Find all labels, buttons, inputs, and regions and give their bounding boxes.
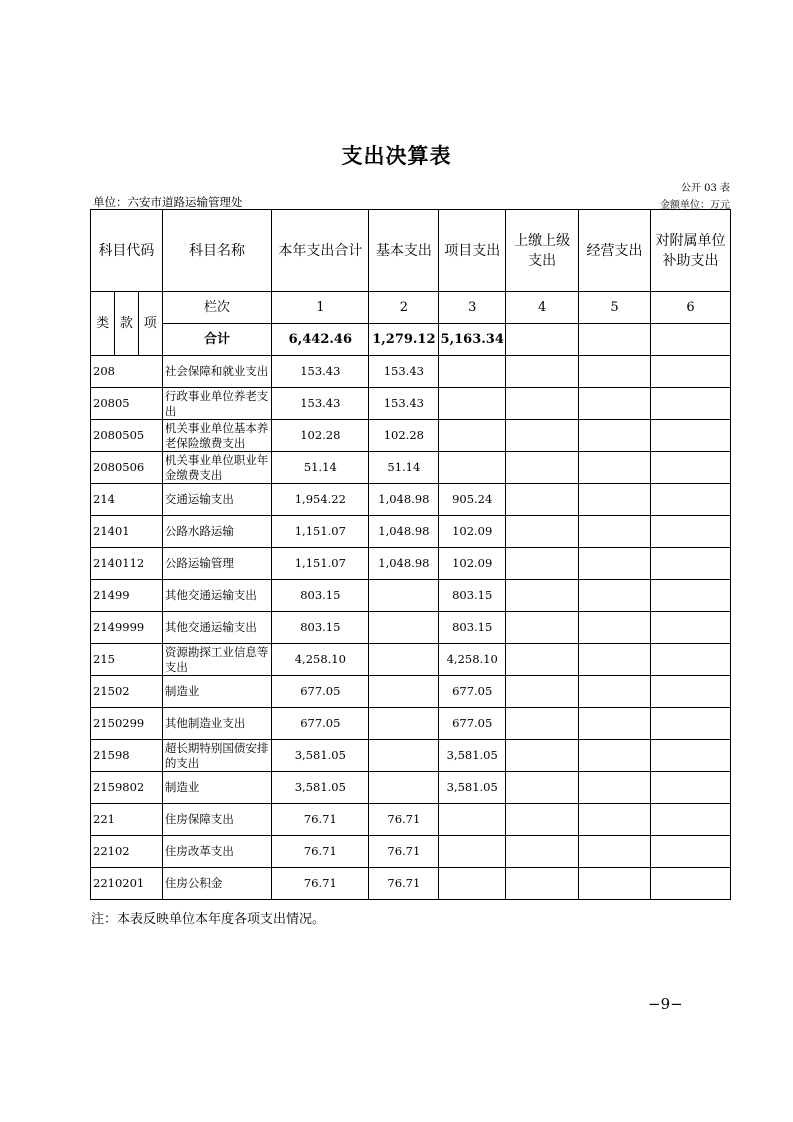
table-row — [91, 772, 731, 804]
row-project: 3,581.05 — [439, 740, 506, 772]
row-name: 其他交通运输支出 — [162, 580, 271, 612]
row-total: 76.71 — [272, 868, 369, 900]
header-name: 科目名称 — [162, 210, 271, 292]
row-subsidy — [650, 676, 730, 708]
unit-label: 单位：六安市道路运输管理处 — [93, 195, 243, 209]
header-subsidy — [650, 210, 730, 292]
row-project — [439, 420, 506, 452]
table-note: 注：本表反映单位本年度各项支出情况。 — [91, 912, 326, 927]
table-row — [91, 740, 731, 772]
row-project: 3,581.05 — [439, 772, 506, 804]
row-total: 153.43 — [272, 356, 369, 388]
total-row — [91, 324, 731, 356]
row-subsidy — [650, 580, 730, 612]
table-row — [91, 580, 731, 612]
row-code: 20805 — [91, 388, 163, 420]
row-business — [579, 548, 651, 580]
row-code: 2140112 — [91, 548, 163, 580]
row-code: 2149999 — [91, 612, 163, 644]
row-subsidy — [650, 356, 730, 388]
row-business — [579, 676, 651, 708]
row-project: 803.15 — [439, 612, 506, 644]
row-total: 76.71 — [272, 836, 369, 868]
table-row — [91, 708, 731, 740]
row-subsidy — [650, 516, 730, 548]
row-basic — [369, 580, 439, 612]
row-business — [579, 516, 651, 548]
row-basic — [369, 708, 439, 740]
table-row — [91, 868, 731, 900]
row-basic: 153.43 — [369, 356, 439, 388]
row-name: 超长期特别国债安排的支出 — [162, 740, 271, 772]
row-name: 其他交通运输支出 — [162, 612, 271, 644]
row-code: 21401 — [91, 516, 163, 548]
row-project: 905.24 — [439, 484, 506, 516]
header-project: 项目支出 — [439, 210, 506, 292]
row-code: 214 — [91, 484, 163, 516]
row-subsidy — [650, 740, 730, 772]
row-project: 677.05 — [439, 676, 506, 708]
row-total: 803.15 — [272, 612, 369, 644]
row-project — [439, 452, 506, 484]
row-business — [579, 644, 651, 676]
row-total: 1,151.07 — [272, 548, 369, 580]
row-basic: 76.71 — [369, 804, 439, 836]
row-name: 住房改革支出 — [162, 836, 271, 868]
page-title: 支出决算表 — [341, 144, 452, 168]
row-total: 51.14 — [272, 452, 369, 484]
row-upper — [506, 516, 579, 548]
total-upper — [506, 324, 579, 356]
row-name: 公路运输管理 — [162, 548, 271, 580]
row-name: 行政事业单位养老支出 — [162, 388, 271, 420]
row-code: 22102 — [91, 836, 163, 868]
row-subsidy — [650, 836, 730, 868]
table-row — [91, 548, 731, 580]
row-upper — [506, 868, 579, 900]
row-project: 102.09 — [439, 548, 506, 580]
row-basic — [369, 740, 439, 772]
row-project: 803.15 — [439, 580, 506, 612]
row-business — [579, 452, 651, 484]
row-business — [579, 836, 651, 868]
row-name: 制造业 — [162, 676, 271, 708]
row-basic: 1,048.98 — [369, 484, 439, 516]
amount-unit: 金额单位：万元 — [660, 200, 730, 211]
row-basic — [369, 676, 439, 708]
header-business: 经营支出 — [579, 210, 651, 292]
row-code: 21502 — [91, 676, 163, 708]
row-upper — [506, 356, 579, 388]
row-project — [439, 868, 506, 900]
page-number: −9− — [648, 995, 683, 1013]
table-row — [91, 452, 731, 484]
header-lanci: 栏次 — [162, 292, 271, 324]
row-upper — [506, 548, 579, 580]
row-business — [579, 868, 651, 900]
header-lei: 类 — [91, 292, 115, 356]
row-upper — [506, 452, 579, 484]
row-code: 2080506 — [91, 452, 163, 484]
row-name: 社会保障和就业支出 — [162, 356, 271, 388]
total-basic: 1,279.12 — [369, 324, 439, 356]
header-row — [91, 210, 731, 292]
row-project — [439, 388, 506, 420]
row-name: 机关事业单位基本养老保险缴费支出 — [162, 420, 271, 452]
column-number: 2 — [369, 292, 439, 324]
row-business — [579, 740, 651, 772]
row-basic: 1,048.98 — [369, 548, 439, 580]
row-basic — [369, 612, 439, 644]
row-basic: 51.14 — [369, 452, 439, 484]
row-subsidy — [650, 452, 730, 484]
row-total: 4,258.10 — [272, 644, 369, 676]
total-business — [579, 324, 651, 356]
header-total: 本年支出合计 — [272, 210, 369, 292]
row-upper — [506, 708, 579, 740]
row-name: 交通运输支出 — [162, 484, 271, 516]
row-basic — [369, 644, 439, 676]
row-code: 21499 — [91, 580, 163, 612]
column-number: 5 — [579, 292, 651, 324]
row-basic: 102.28 — [369, 420, 439, 452]
row-basic: 153.43 — [369, 388, 439, 420]
row-subsidy — [650, 420, 730, 452]
row-name: 资源勘探工业信息等支出 — [162, 644, 271, 676]
table-row — [91, 356, 731, 388]
row-total: 1,954.22 — [272, 484, 369, 516]
row-upper — [506, 612, 579, 644]
row-subsidy — [650, 804, 730, 836]
table-row — [91, 612, 731, 644]
row-business — [579, 356, 651, 388]
row-upper — [506, 804, 579, 836]
row-name: 机关事业单位职业年金缴费支出 — [162, 452, 271, 484]
row-business — [579, 484, 651, 516]
row-code: 2210201 — [91, 868, 163, 900]
row-total: 677.05 — [272, 708, 369, 740]
total-label: 合计 — [162, 324, 271, 356]
row-code: 221 — [91, 804, 163, 836]
row-upper — [506, 644, 579, 676]
table-row — [91, 388, 731, 420]
row-upper — [506, 676, 579, 708]
table-row — [91, 484, 731, 516]
row-project: 102.09 — [439, 516, 506, 548]
row-code: 215 — [91, 644, 163, 676]
column-number: 6 — [650, 292, 730, 324]
row-subsidy — [650, 548, 730, 580]
row-name: 制造业 — [162, 772, 271, 804]
header-upper-text: 上缴上级支出 — [514, 232, 571, 269]
row-total: 76.71 — [272, 804, 369, 836]
row-project — [439, 804, 506, 836]
row-business — [579, 420, 651, 452]
row-upper — [506, 740, 579, 772]
header-upper — [506, 210, 579, 292]
row-basic: 76.71 — [369, 868, 439, 900]
column-number-row — [91, 292, 731, 324]
total-amount: 6,442.46 — [272, 324, 369, 356]
row-upper — [506, 772, 579, 804]
row-basic: 76.71 — [369, 836, 439, 868]
row-total: 803.15 — [272, 580, 369, 612]
row-subsidy — [650, 388, 730, 420]
row-total: 3,581.05 — [272, 740, 369, 772]
total-subsidy — [650, 324, 730, 356]
row-basic: 1,048.98 — [369, 516, 439, 548]
row-basic — [369, 772, 439, 804]
row-business — [579, 772, 651, 804]
row-business — [579, 580, 651, 612]
row-name: 其他制造业支出 — [162, 708, 271, 740]
row-subsidy — [650, 484, 730, 516]
table-row — [91, 804, 731, 836]
row-code: 21598 — [91, 740, 163, 772]
column-number: 3 — [439, 292, 506, 324]
row-subsidy — [650, 868, 730, 900]
row-subsidy — [650, 772, 730, 804]
row-name: 住房保障支出 — [162, 804, 271, 836]
row-upper — [506, 420, 579, 452]
table-row — [91, 676, 731, 708]
table-row — [91, 420, 731, 452]
row-business — [579, 612, 651, 644]
row-business — [579, 708, 651, 740]
row-code: 2080505 — [91, 420, 163, 452]
row-total: 3,581.05 — [272, 772, 369, 804]
row-project: 4,258.10 — [439, 644, 506, 676]
row-code: 208 — [91, 356, 163, 388]
column-number: 1 — [272, 292, 369, 324]
table-row — [91, 836, 731, 868]
table-row — [91, 644, 731, 676]
total-project: 5,163.34 — [439, 324, 506, 356]
row-project: 677.05 — [439, 708, 506, 740]
row-code: 2159802 — [91, 772, 163, 804]
row-code: 2150299 — [91, 708, 163, 740]
header-xiang: 项 — [138, 292, 162, 356]
row-subsidy — [650, 612, 730, 644]
row-project — [439, 836, 506, 868]
row-subsidy — [650, 644, 730, 676]
header-basic: 基本支出 — [369, 210, 439, 292]
row-upper — [506, 388, 579, 420]
row-project — [439, 356, 506, 388]
row-upper — [506, 580, 579, 612]
row-total: 153.43 — [272, 388, 369, 420]
row-name: 住房公积金 — [162, 868, 271, 900]
column-number: 4 — [506, 292, 579, 324]
header-subsidy-text: 对附属单位补助支出 — [655, 232, 726, 269]
header-code: 科目代码 — [91, 210, 163, 292]
header-kuan: 款 — [115, 292, 138, 356]
table-row — [91, 516, 731, 548]
expenditure-table — [90, 209, 731, 900]
row-subsidy — [650, 708, 730, 740]
row-business — [579, 804, 651, 836]
row-total: 677.05 — [272, 676, 369, 708]
row-business — [579, 388, 651, 420]
row-total: 1,151.07 — [272, 516, 369, 548]
form-number: 公开 03 表 — [680, 183, 730, 194]
row-upper — [506, 836, 579, 868]
row-total: 102.28 — [272, 420, 369, 452]
row-name: 公路水路运输 — [162, 516, 271, 548]
row-upper — [506, 484, 579, 516]
